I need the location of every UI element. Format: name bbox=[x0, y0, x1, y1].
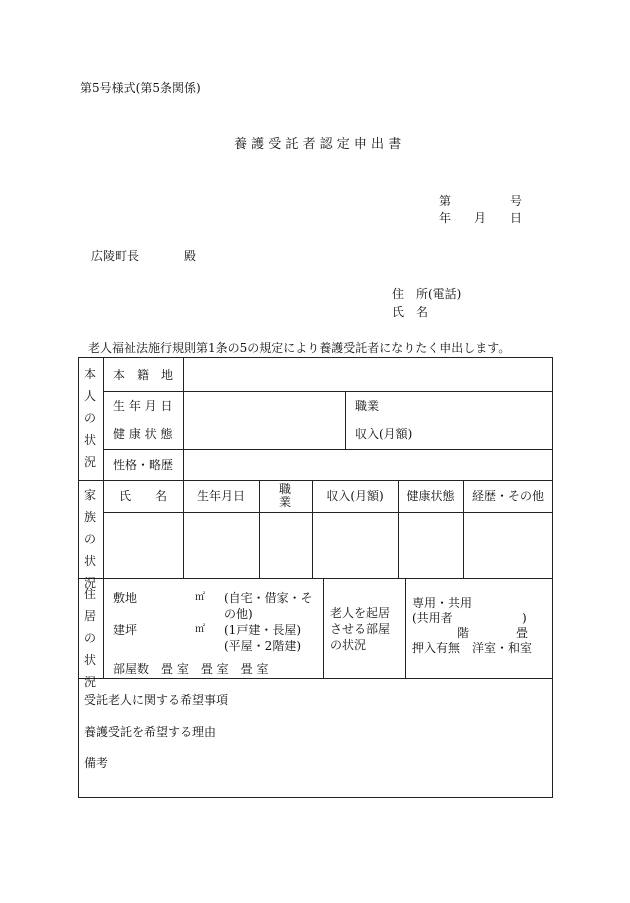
building-line1: (1戸建・長屋) bbox=[224, 623, 301, 637]
site-unit: ㎡ bbox=[195, 592, 205, 603]
birthdate-label: 生 年 月 日 bbox=[113, 399, 173, 413]
housing-section-label: 住 居 の 状 況 bbox=[83, 587, 96, 689]
family-col-occupation: 職業 bbox=[278, 482, 291, 509]
statement-text: 老人福祉法施行規則第1条の5の規定により養護受託者になりたく申出します。 bbox=[88, 341, 511, 355]
family-col-health: 健康状態 bbox=[406, 489, 455, 503]
number-suffix: 号 bbox=[510, 194, 523, 208]
occupation-label: 職業 bbox=[355, 399, 380, 413]
room-usage: 専用・共用 bbox=[412, 596, 473, 610]
date-day-label: 日 bbox=[510, 211, 523, 225]
self-section-label: 本 人 の 状 況 bbox=[83, 367, 96, 469]
family-section-label: 家 族 の 状 況 bbox=[83, 488, 96, 590]
shared-user-open: (共用者 bbox=[412, 611, 453, 625]
family-col-name: 氏 名 bbox=[118, 489, 167, 503]
ownership-line2: の他) bbox=[224, 607, 253, 621]
floor-area-unit: ㎡ bbox=[195, 624, 205, 635]
floor-area-label: 建坪 bbox=[113, 623, 138, 637]
reason-label: 養護受託を希望する理由 bbox=[84, 725, 217, 739]
addressee: 広陵町長 bbox=[91, 249, 140, 263]
income-label: 収入(月額) bbox=[355, 427, 413, 441]
tatami-label: 畳 bbox=[516, 626, 529, 640]
elder-room-line1: 老人を起居 bbox=[330, 606, 391, 620]
name-label: 氏 名 bbox=[392, 305, 429, 319]
elder-room-line2: させる部屋 bbox=[330, 622, 391, 636]
floor-label: 階 bbox=[457, 626, 470, 640]
domicile-label: 本 籍 地 bbox=[113, 368, 174, 382]
family-col-history: 経歴・その他 bbox=[471, 489, 544, 503]
form-number: 第5号様式(第5条関係) bbox=[80, 81, 201, 95]
address-label: 住 所(電話) bbox=[392, 287, 462, 301]
wishes-label: 受託老人に関する希望事項 bbox=[84, 693, 229, 707]
honorific: 殿 bbox=[184, 249, 197, 263]
elder-room-line3: の状況 bbox=[330, 638, 367, 652]
personality-label: 性格・略歴 bbox=[113, 458, 174, 472]
building-line2: (平屋・2階建) bbox=[224, 639, 301, 653]
ownership-line1: (自宅・借家・そ bbox=[224, 591, 313, 605]
site-label: 敷地 bbox=[113, 591, 138, 605]
notes-label: 備考 bbox=[84, 756, 109, 770]
rooms-line: 部屋数 畳 室 畳 室 畳 室 bbox=[113, 662, 269, 676]
family-col-income: 収入(月額) bbox=[326, 489, 384, 503]
shared-user-close: ) bbox=[522, 611, 527, 625]
closet-label: 押入有無 洋室・和室 bbox=[412, 641, 533, 655]
health-label: 健 康 状 態 bbox=[113, 427, 173, 441]
date-month-label: 月 bbox=[474, 211, 487, 225]
page-title: 養 護 受 託 者 認 定 申 出 書 bbox=[234, 137, 402, 152]
family-col-birthdate: 生年月日 bbox=[196, 489, 245, 503]
number-prefix: 第 bbox=[439, 194, 452, 208]
date-year-label: 年 bbox=[439, 211, 452, 225]
